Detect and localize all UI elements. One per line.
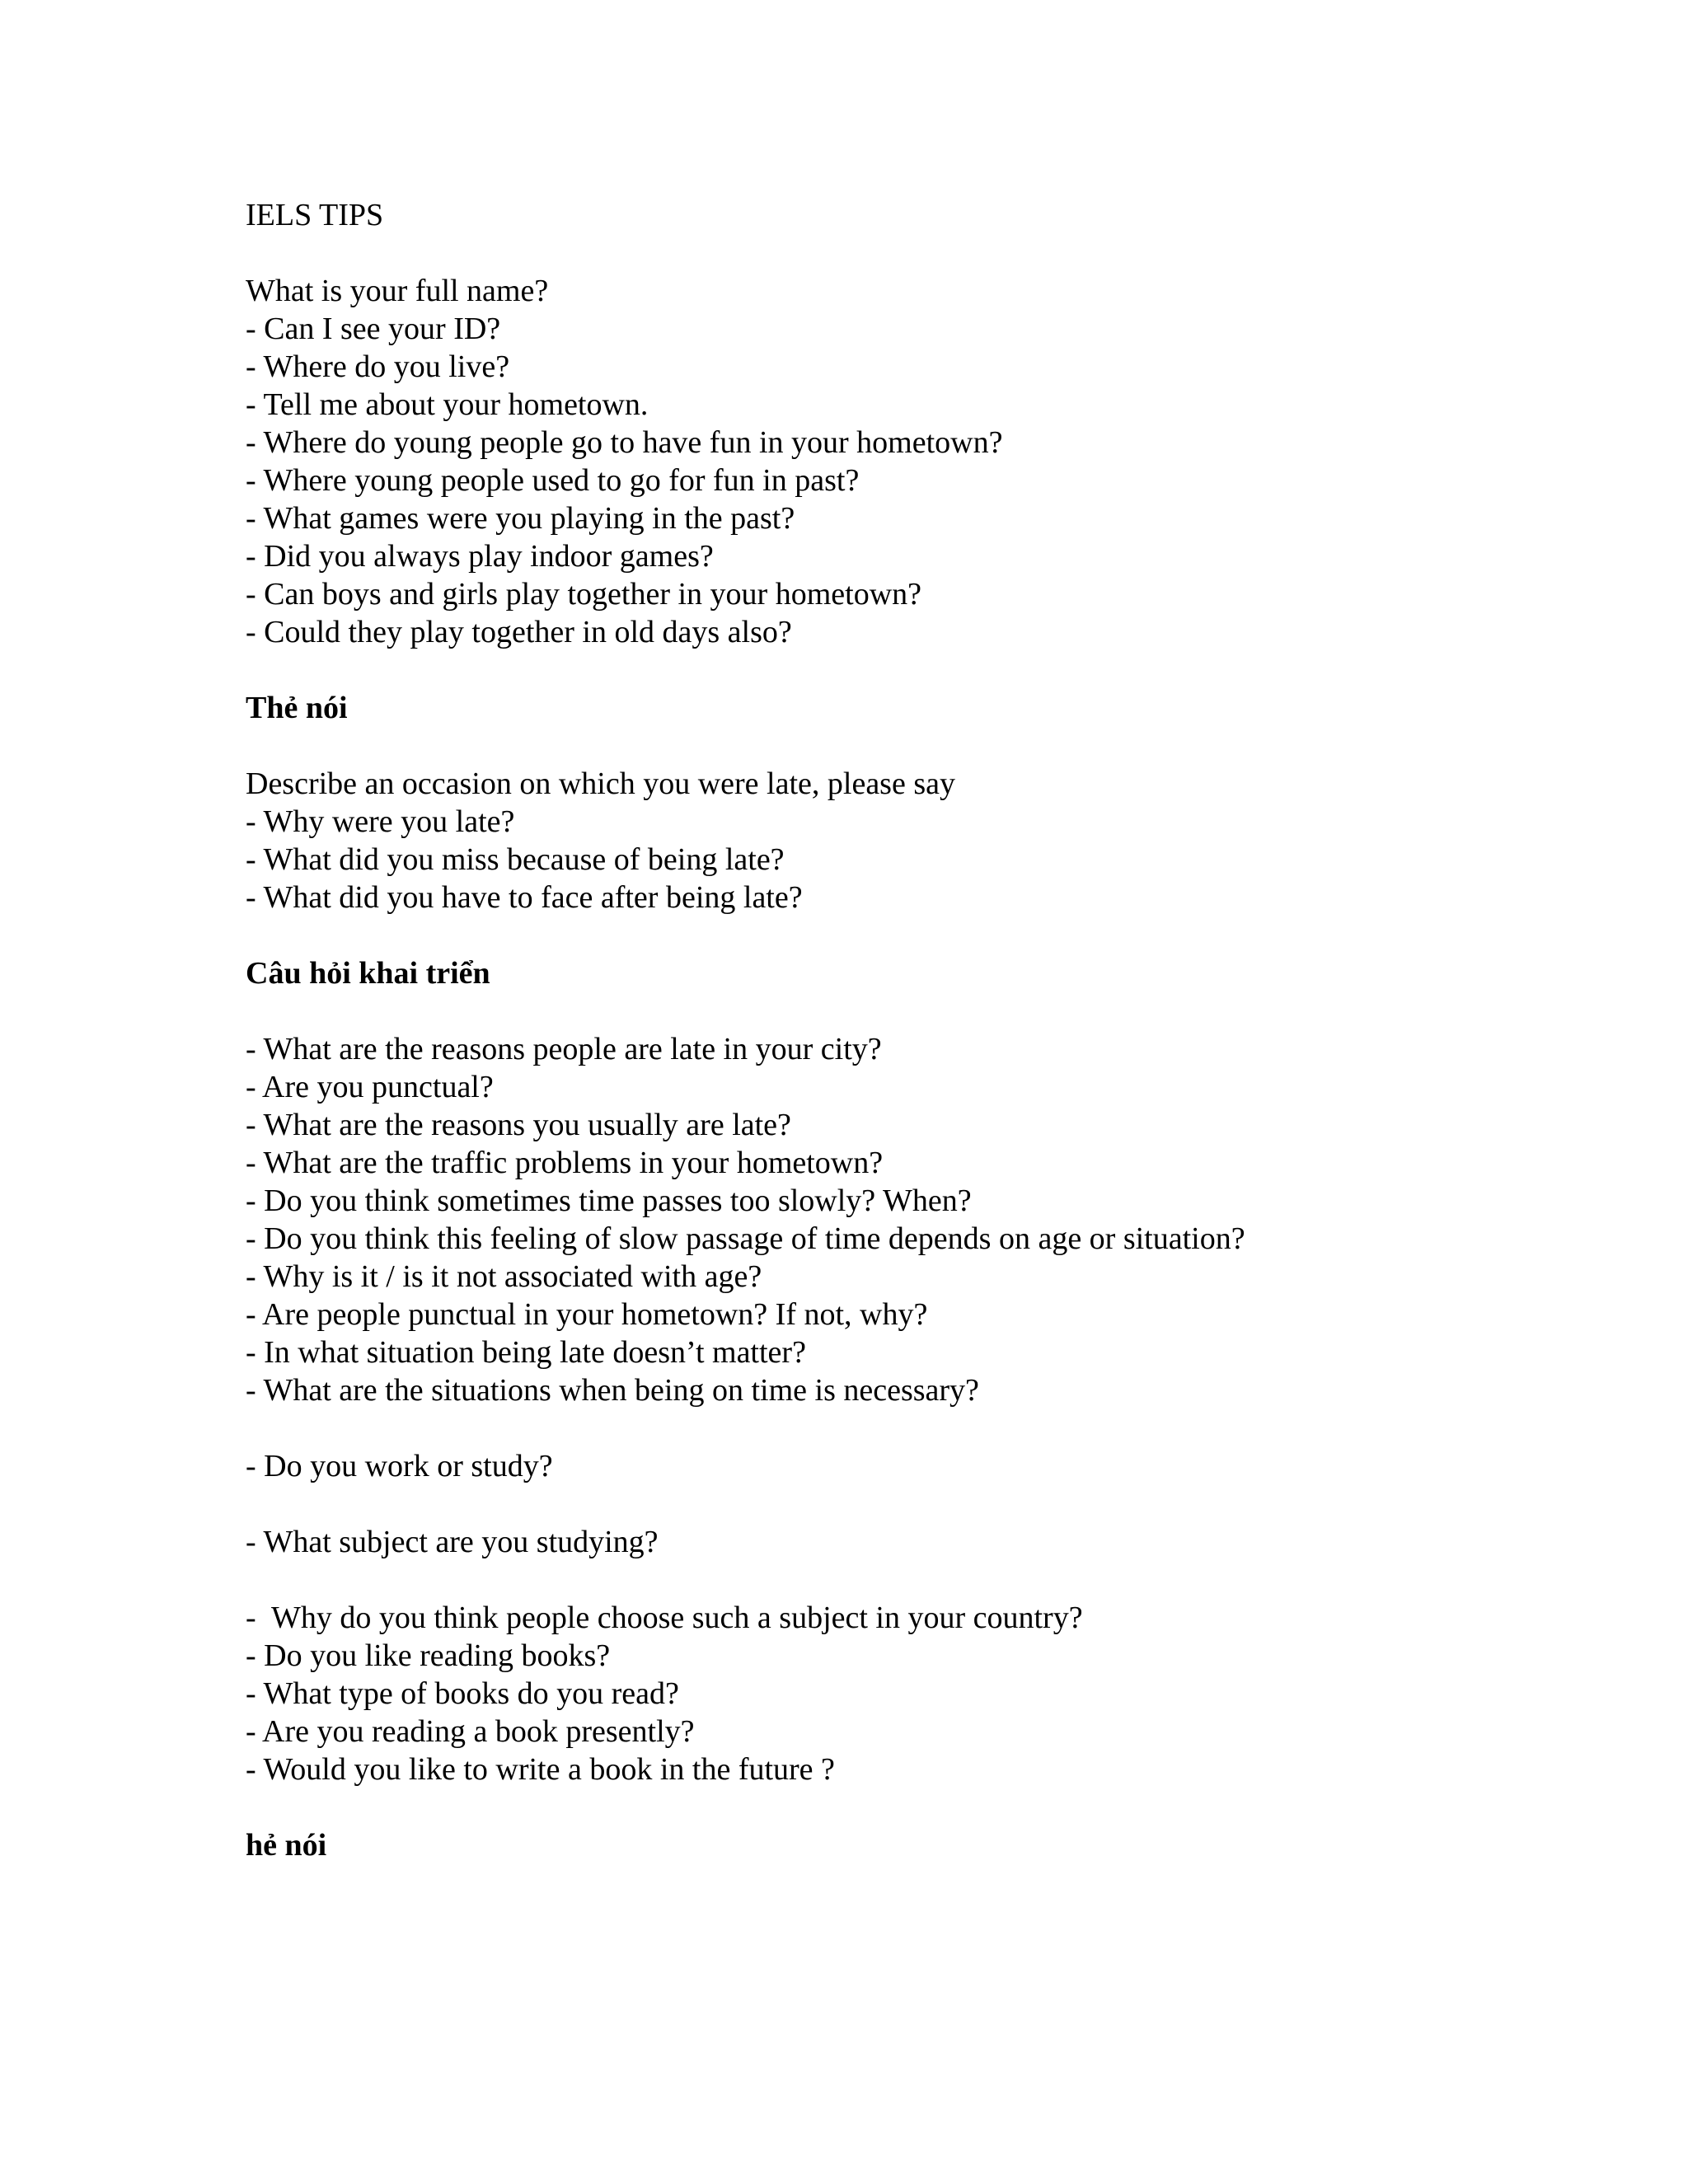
subject-question: - What subject are you studying? [246,1525,659,1559]
cue-card-question: - What did you have to face after being late? [246,880,803,915]
part1-question: - Tell me about your hometown. [246,387,649,422]
part3-question: - Why is it / is it not associated with age? [246,1259,762,1294]
part1-question: - What games were you playing in the past? [246,501,795,536]
cue-card-question: - What did you miss because of being late? [246,842,785,877]
part3-question: - Are people punctual in your hometown? If not, why? [246,1297,928,1332]
spacer [246,916,1647,954]
spacer [246,1409,1647,1447]
spacer [246,651,1647,689]
part3-question: - Do you think this feeling of slow passage of time depends on age or situation? [246,1221,1245,1256]
part1-question: - Can I see your ID? [246,312,501,346]
part1-question: - Did you always play indoor games? [246,539,714,574]
extra-question: - Do you like reading books? [246,1638,611,1673]
part3-question: - What are the situations when being on time is necessary? [246,1373,979,1408]
last-heading: hẻ nói [246,1828,327,1863]
part1-question: - Could they play together in old days also? [246,615,792,649]
part1-question: - Where young people used to go for fun in past? [246,463,860,498]
spacer [246,234,1647,272]
part3-heading: Câu hỏi khai triển [246,956,490,991]
part3-question: - What are the reasons you usually are late? [246,1108,791,1142]
document-page [246,196,1647,1864]
extra-question: - What type of books do you read? [246,1676,679,1711]
part3-question: - Are you punctual? [246,1070,494,1104]
part3-question: - What are the traffic problems in your hometown? [246,1146,884,1180]
part3-question: - What are the reasons people are late in your city? [246,1032,882,1066]
part1-question: - Can boys and girls play together in your hometown? [246,577,922,612]
document-title: IELS TIPS [246,198,384,232]
spacer [246,727,1647,765]
part1-intro: What is your full name? [246,274,549,308]
work-study-question: - Do you work or study? [246,1449,553,1483]
spacer [246,1485,1647,1523]
part3-question: - Do you think sometimes time passes too slowly? When? [246,1183,972,1218]
part3-question: - In what situation being late doesn’t matter? [246,1335,806,1370]
part1-question: - Where do young people go to have fun in your hometown? [246,425,1003,460]
spacer [246,1788,1647,1826]
extra-question: - Would you like to write a book in the future ? [246,1752,835,1787]
cue-card-prompt: Describe an occasion on which you were late, please say [246,766,955,801]
spacer [246,992,1647,1030]
part1-question: - Where do you live? [246,349,510,384]
spacer [246,1561,1647,1599]
cue-card-heading: Thẻ nói [246,691,348,725]
extra-question: - Why do you think people choose such a subject in your country? [246,1601,1083,1635]
cue-card-question: - Why were you late? [246,804,515,839]
extra-question: - Are you reading a book presently? [246,1714,695,1749]
